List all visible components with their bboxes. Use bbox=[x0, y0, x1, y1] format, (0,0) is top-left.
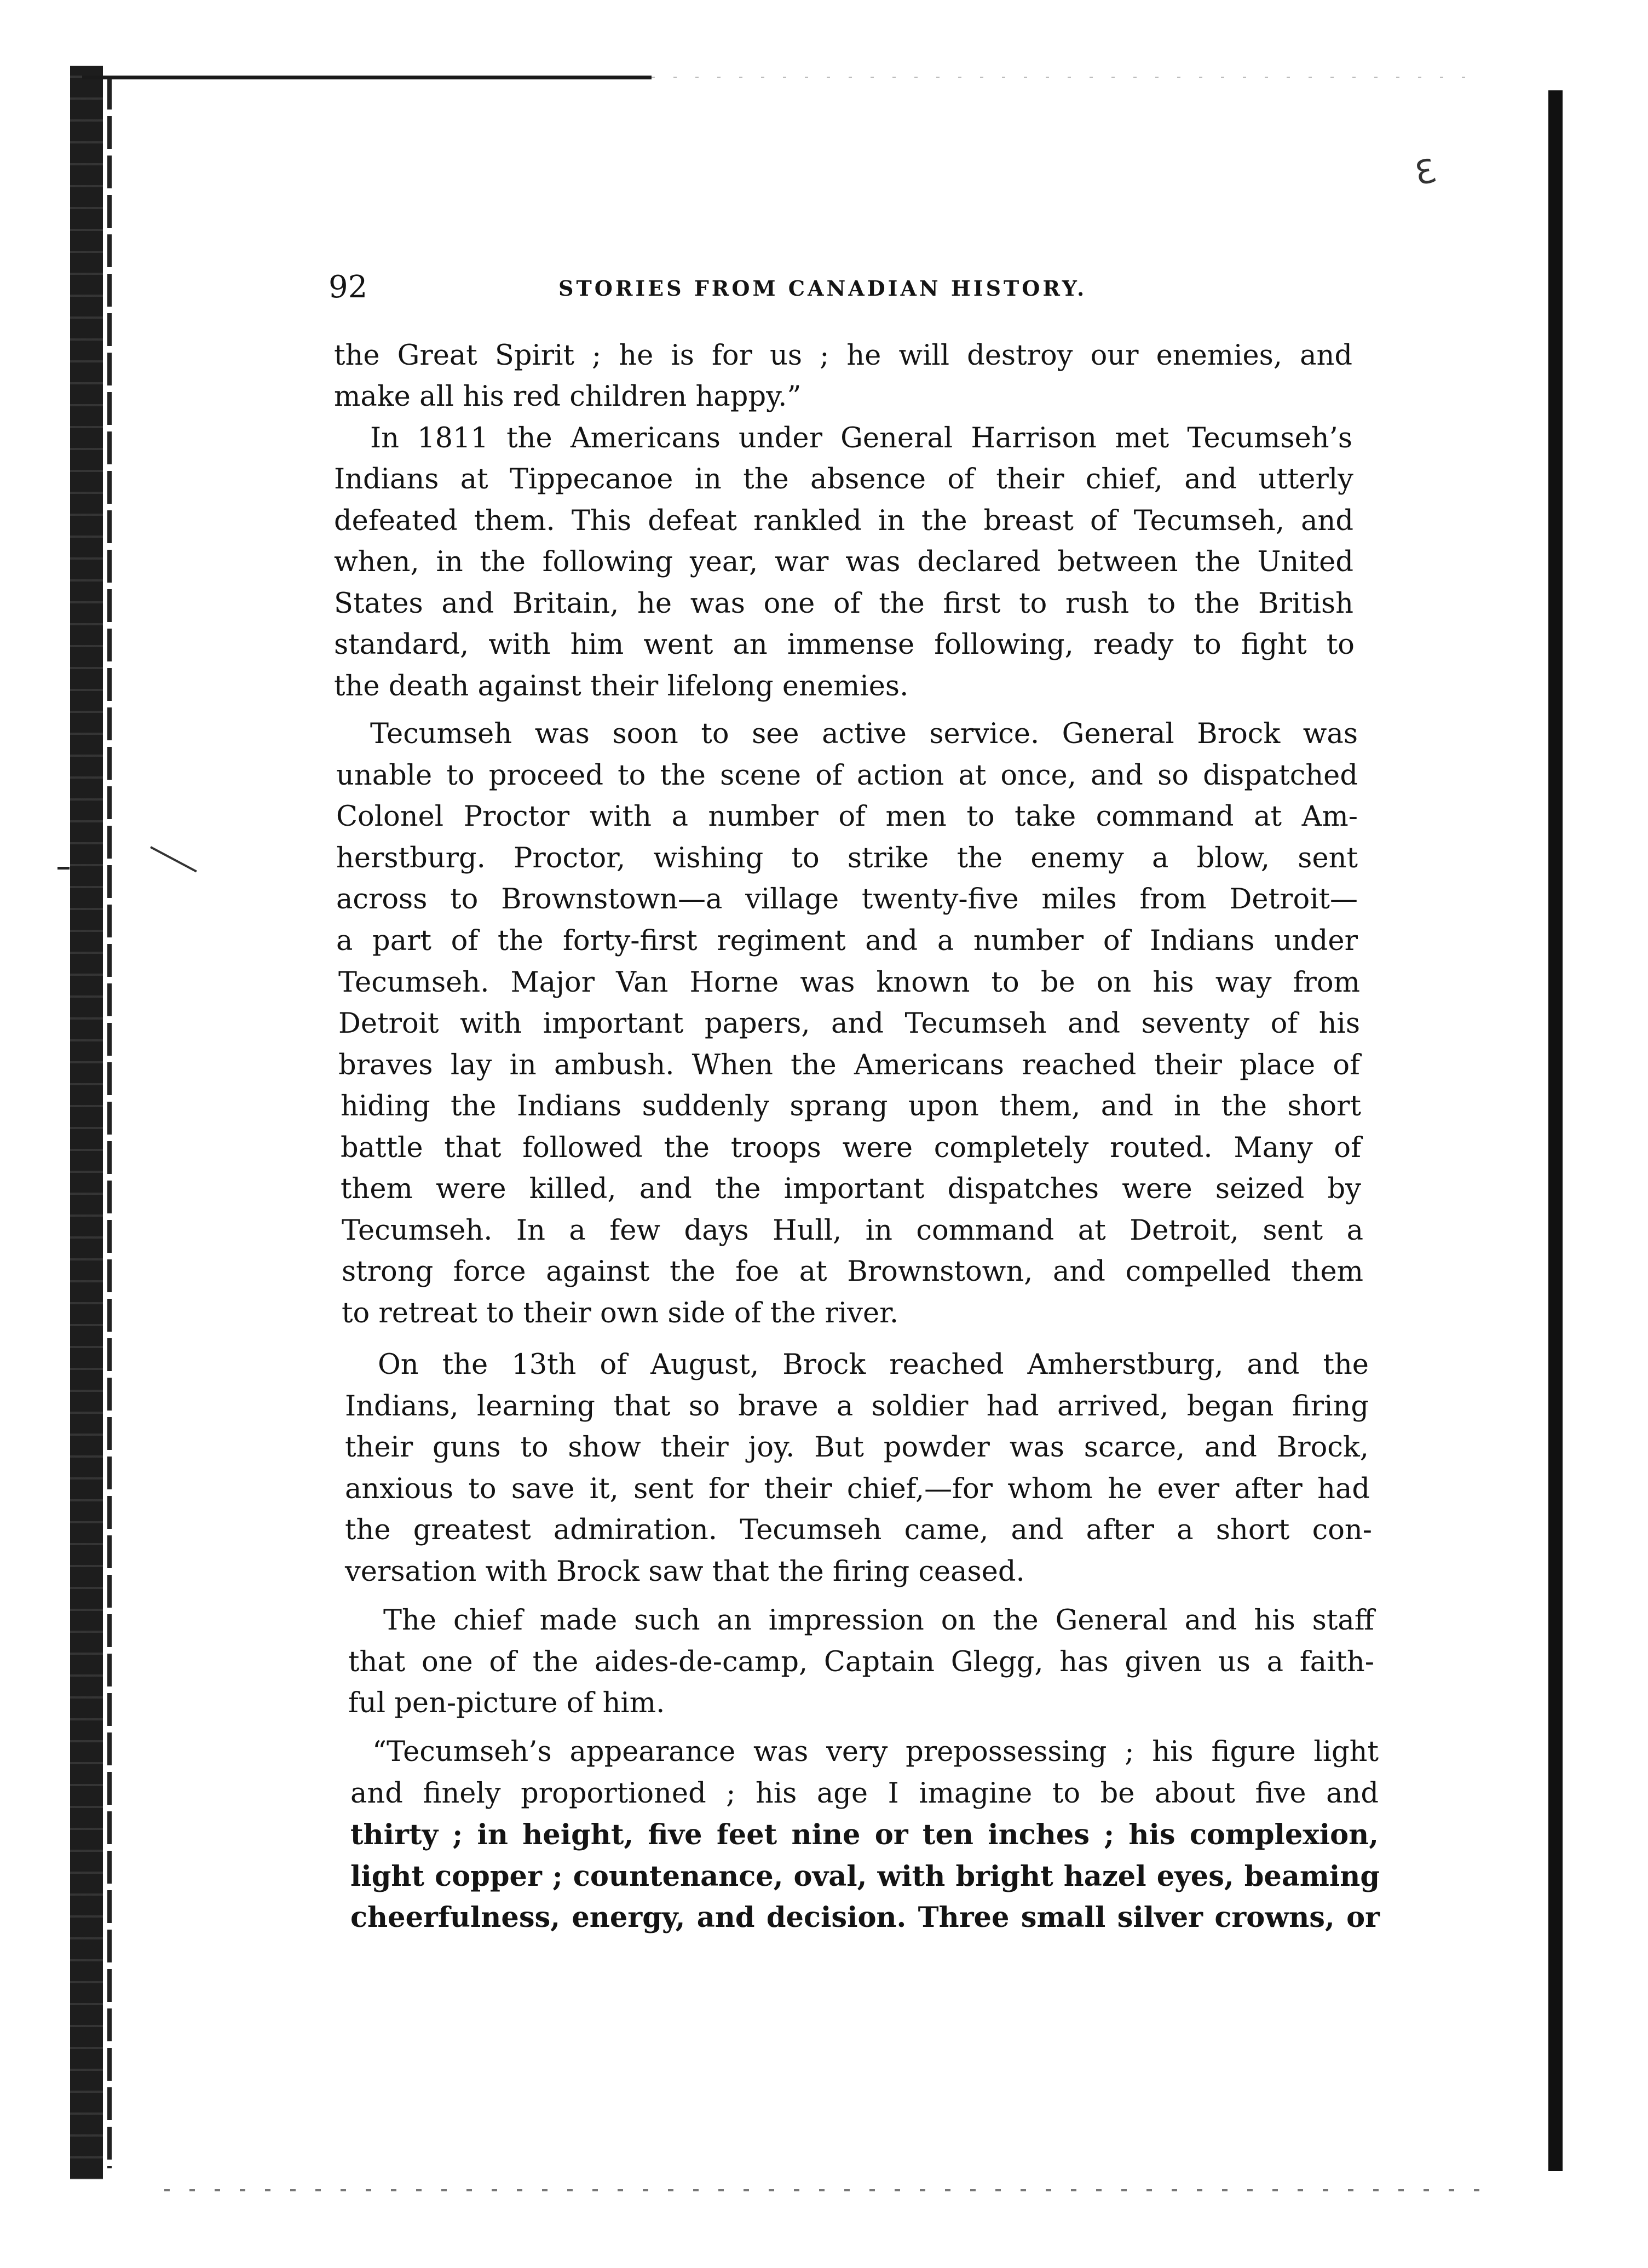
text-line: herstburg. Proctor, wishing to strike the enemy a blow, sent bbox=[336, 842, 1358, 874]
text-line: unable to proceed to the scene of action at once, and so dispatched bbox=[336, 759, 1358, 792]
text-line: Tecumseh was soon to see active service. General Brock was bbox=[370, 718, 1358, 750]
scan-bottom-noise bbox=[164, 2189, 1489, 2191]
scan-top-faint-rule bbox=[652, 77, 1473, 78]
text-line: standard, with him went an immense following, ready to fight to bbox=[334, 629, 1355, 661]
text-line: ful pen-picture of him. bbox=[348, 1687, 665, 1719]
text-line: the Great Spirit ; he is for us ; he will destroy our enemies, and bbox=[334, 339, 1352, 372]
text-line: defeated them. This defeat rankled in the breast of Tecumseh, and bbox=[334, 505, 1353, 537]
text-line: that one of the aides-de-camp, Captain Glegg, has given us a faith- bbox=[348, 1646, 1374, 1678]
text-line: a part of the forty-first regiment and a number of Indians under bbox=[336, 925, 1358, 957]
text-line: Indians, learning that so brave a soldier had arrived, began firing bbox=[345, 1390, 1369, 1423]
text-line: when, in the following year, war was declared between the United bbox=[334, 546, 1353, 578]
text-line: States and Britain, he was one of the first to rush to the British bbox=[334, 588, 1353, 620]
text-line: hiding the Indians suddenly sprang upon them, and in the short bbox=[341, 1090, 1361, 1123]
text-line: The chief made such an impression on the General and his staff bbox=[383, 1604, 1374, 1637]
text-line: versation with Brock saw that the firing ceased. bbox=[345, 1556, 1025, 1588]
text-line: “Tecumseh’s appearance was very prepossessing ; his figure light bbox=[372, 1736, 1379, 1768]
scan-top-rule bbox=[82, 76, 652, 79]
text-line: strong force against the foe at Brownstown, and compelled them bbox=[342, 1256, 1363, 1288]
margin-dash bbox=[57, 867, 70, 870]
page-header bbox=[329, 266, 1122, 309]
text-line: Detroit with important papers, and Tecumseh and seventy of his bbox=[338, 1008, 1360, 1040]
text-line: braves lay in ambush. When the Americans reached their place of bbox=[338, 1049, 1360, 1081]
text-line: across to Brownstown—a village twenty-five miles from Detroit— bbox=[336, 883, 1358, 916]
text-line: them were killed, and the important dispatches were seized by bbox=[341, 1173, 1361, 1205]
text-line: In 1811 the Americans under General Harrison met Tecumseh’s bbox=[370, 422, 1352, 454]
text-line: their guns to show their joy. But powder was scarce, and Brock, bbox=[345, 1431, 1369, 1464]
page-number: 92 bbox=[329, 269, 368, 305]
margin-pencil-stroke bbox=[150, 846, 197, 872]
text-line: cheerfulness, energy, and decision. Three small silver crowns, or bbox=[350, 1901, 1380, 1934]
text-line: Tecumseh. In a few days Hull, in command at Detroit, sent a bbox=[342, 1214, 1363, 1247]
text-line: make all his red children happy.” bbox=[334, 381, 802, 413]
scan-right-edge bbox=[1548, 90, 1563, 2171]
margin-pencil-mark: ℇ bbox=[1411, 151, 1439, 194]
scan-binding-shadow bbox=[70, 66, 103, 2179]
text-line: light copper ; countenance, oval, with bright hazel eyes, beaming bbox=[350, 1860, 1380, 1893]
running-title: STORIES FROM CANADIAN HISTORY. bbox=[558, 276, 1087, 301]
text-line: and finely proportioned ; his age I imagine to be about five and bbox=[350, 1777, 1379, 1810]
text-line: to retreat to their own side of the river. bbox=[342, 1297, 899, 1329]
text-line: Indians at Tippecanoe in the absence of their chief, and utterly bbox=[334, 463, 1353, 496]
text-line: On the 13th of August, Brock reached Amherstburg, and the bbox=[378, 1349, 1369, 1381]
text-line: the death against their lifelong enemies. bbox=[334, 670, 909, 703]
scan-binding-line bbox=[107, 77, 112, 2168]
text-line: anxious to save it, sent for their chief,—for whom he ever after had bbox=[345, 1473, 1370, 1505]
text-line: Colonel Proctor with a number of men to take command at Am- bbox=[336, 801, 1358, 833]
text-line: thirty ; in height, five feet nine or ten inches ; his complexion, bbox=[350, 1818, 1379, 1851]
text-line: battle that followed the troops were completely routed. Many of bbox=[341, 1132, 1361, 1164]
text-line: Tecumseh. Major Van Horne was known to be on his way from bbox=[338, 966, 1360, 999]
text-line: the greatest admiration. Tecumseh came, and after a short con- bbox=[345, 1514, 1372, 1546]
